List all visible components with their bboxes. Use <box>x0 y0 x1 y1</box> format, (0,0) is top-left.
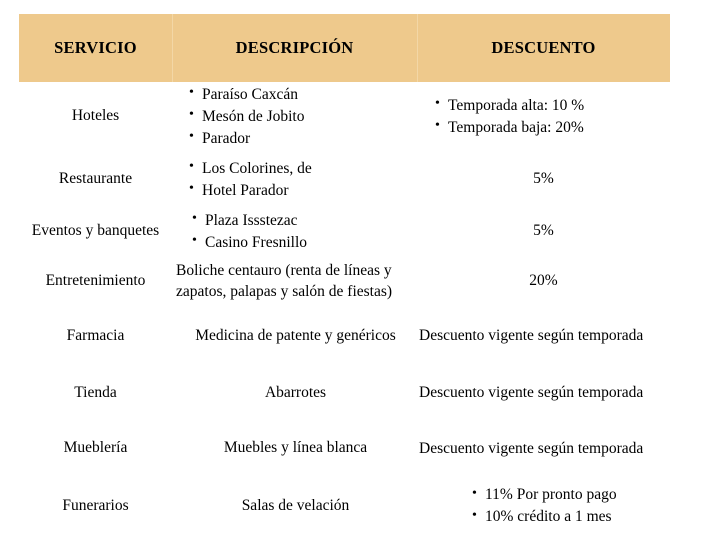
cell-descuento: Descuento vigente según temporada <box>419 439 644 457</box>
table-row <box>19 208 670 255</box>
column-header-descuento <box>417 14 670 82</box>
cell-servicio: Funerarios <box>62 496 129 514</box>
list-item: • Parador <box>189 128 415 150</box>
cell-servicio: Farmacia <box>66 326 125 344</box>
cell-servicio: Entretenimiento <box>45 271 146 289</box>
column-header-servicio <box>19 14 172 82</box>
list-item: • Los Colorines, de <box>189 158 415 180</box>
cell-descripcion: Abarrotes <box>264 383 327 401</box>
list-item: • 10% crédito a 1 mes <box>472 506 668 528</box>
table-row <box>19 421 670 476</box>
cell-descuento: 5% <box>533 170 554 188</box>
cell-servicio: Hoteles <box>71 107 120 125</box>
cell-descripcion: Boliche centauro (renta de líneas y zapatos, palapas y salón de fiestas) <box>176 261 393 300</box>
cell-descuento: 5% <box>533 222 554 240</box>
column-header-descuento-label: DESCUENTO <box>491 38 596 57</box>
list-item: • Mesón de Jobito <box>189 106 415 128</box>
table-row <box>19 82 670 151</box>
cell-descuento <box>417 484 670 528</box>
column-header-descripcion <box>172 14 417 82</box>
descripcion-bullet-list <box>176 210 415 254</box>
table-row <box>19 476 670 536</box>
descuento-bullet-list <box>419 484 668 528</box>
cell-servicio: Mueblería <box>63 439 128 457</box>
table-header-row <box>19 14 670 82</box>
list-item: • Paraíso Caxcán <box>189 84 415 106</box>
cell-descripcion: Muebles y línea blanca <box>223 439 368 457</box>
list-item: • Casino Fresnillo <box>192 232 415 254</box>
column-header-servicio-label: SERVICIO <box>54 38 137 57</box>
descuento-bullet-list <box>419 95 668 139</box>
list-item: • Hotel Parador <box>189 180 415 202</box>
descripcion-bullet-list <box>176 158 415 202</box>
cell-descripcion <box>172 84 417 150</box>
cell-descuento <box>417 95 670 139</box>
table-row <box>19 365 670 421</box>
table-row <box>19 307 670 365</box>
cell-servicio: Eventos y banquetes <box>31 222 160 240</box>
list-item: • Plaza Issstezac <box>192 210 415 232</box>
list-item: • Temporada alta: 10 % <box>435 95 668 117</box>
cell-servicio: Tienda <box>74 383 117 401</box>
cell-descuento: Descuento vigente según temporada <box>419 327 644 345</box>
cell-descuento: 20% <box>529 271 558 289</box>
cell-descripcion <box>172 158 417 202</box>
cell-descripcion: Medicina de patente y genéricos <box>195 326 396 344</box>
cell-descripcion: Salas de velación <box>241 496 350 514</box>
table-row <box>19 255 670 307</box>
list-item: • Temporada baja: 20% <box>435 117 668 139</box>
column-header-descripcion-label: DESCRIPCIÓN <box>235 38 354 57</box>
list-item: • 11% Por pronto pago <box>472 484 668 506</box>
descripcion-bullet-list <box>176 84 415 150</box>
cell-servicio: Restaurante <box>58 170 133 188</box>
cell-descripcion <box>172 210 417 254</box>
table-body <box>19 82 670 536</box>
table-row <box>19 151 670 208</box>
cell-descuento: Descuento vigente según temporada <box>419 384 644 402</box>
